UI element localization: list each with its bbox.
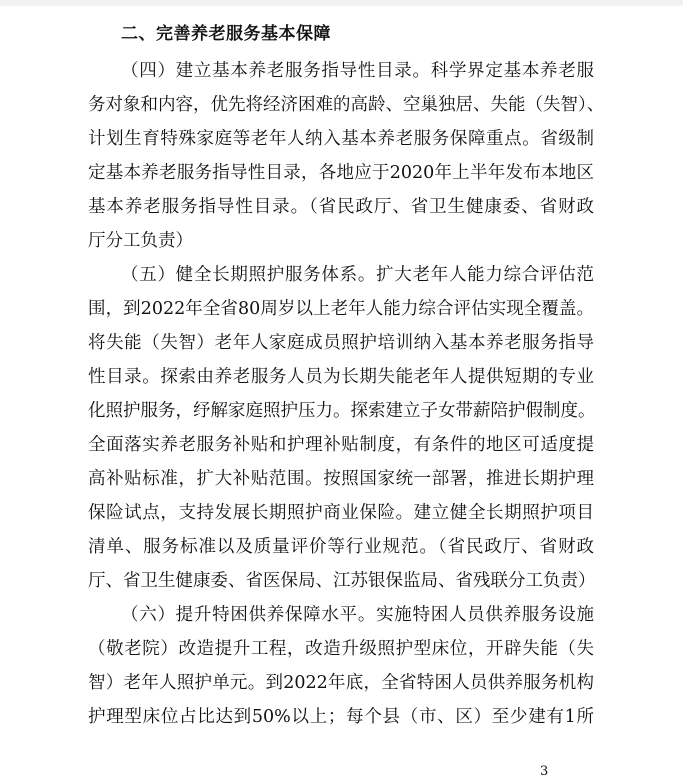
text-line: 护理型床位占比达到50%以上；每个县（市、区）至少建有1所 (88, 707, 594, 727)
section-heading: 二、完善养老服务基本保障 (121, 24, 331, 44)
text-line: （敬老院）改造提升工程，改造升级照护型床位，开辟失能（失 (88, 639, 594, 659)
text-line: 清单、服务标准以及质量评价等行业规范。（省民政厅、省财政 (88, 537, 594, 557)
page-top-edge (0, 0, 683, 6)
text-line: 围，到2022年全省80周岁以上老年人能力综合评估实现全覆盖。 (88, 299, 594, 319)
text-line: 全面落实养老服务补贴和护理补贴制度，有条件的地区可适度提 (88, 435, 594, 455)
text-line: 高补贴标准，扩大补贴范围。按照国家统一部署，推进长期护理 (88, 469, 594, 489)
text-line: （四）建立基本养老服务指导性目录。科学界定基本养老服 (121, 61, 594, 81)
text-line: 厅分工负责） (88, 231, 193, 251)
text-line: 性目录。探索由养老服务人员为长期失能老年人提供短期的专业 (88, 367, 594, 387)
text-line: 保险试点，支持发展长期照护商业保险。建立健全长期照护项目 (88, 503, 594, 523)
text-line: （六）提升特困供养保障水平。实施特困人员供养服务设施 (121, 605, 594, 625)
text-line: 务对象和内容，优先将经济困难的高龄、空巢独居、失能（失智）、 (88, 95, 605, 115)
text-line: 定基本养老服务指导性目录，各地应于2020年上半年发布本地区 (88, 163, 594, 183)
text-line: 化照护服务，纾解家庭照护压力。探索建立子女带薪陪护假制度。 (88, 401, 596, 421)
text-line: 基本养老服务指导性目录。（省民政厅、省卫生健康委、省财政 (88, 197, 594, 217)
text-line: 厅、省卫生健康委、省医保局、江苏银保监局、省残联分工负责） (88, 571, 596, 591)
text-line: （五）健全长期照护服务体系。扩大老年人能力综合评估范 (121, 265, 594, 285)
text-line: 智）老年人照护单元。到2022年底，全省特困人员供养服务机构 (88, 673, 594, 693)
text-line: 将失能（失智）老年人家庭成员照护培训纳入基本养老服务指导 (88, 333, 594, 353)
text-line: 计划生育特殊家庭等老年人纳入基本养老服务保障重点。省级制 (88, 129, 594, 149)
page-number: 3 (540, 764, 549, 779)
